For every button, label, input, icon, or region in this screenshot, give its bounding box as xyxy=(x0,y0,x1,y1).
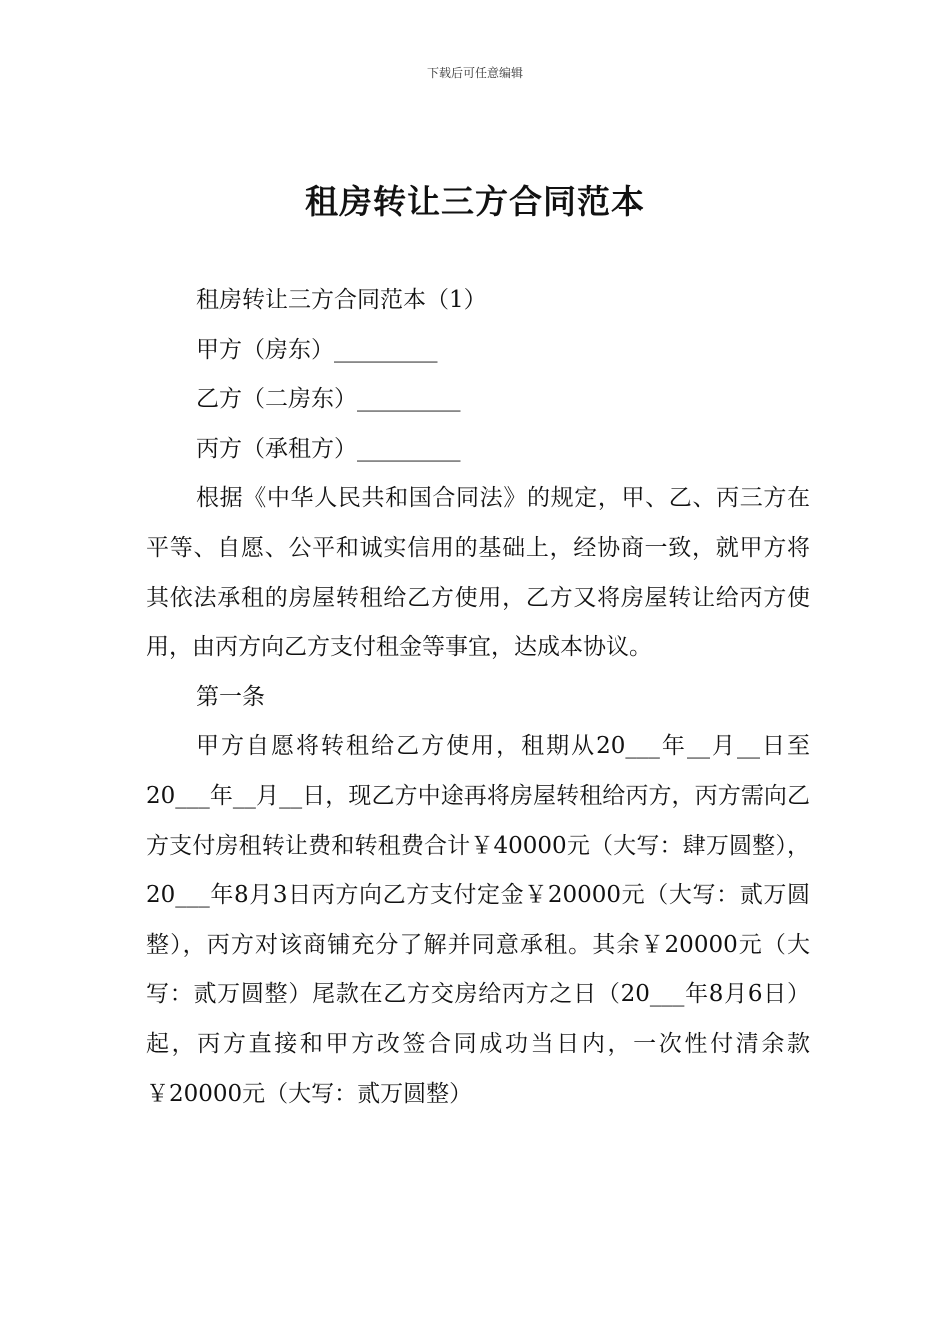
page-header-note: 下载后可任意编辑 xyxy=(426,66,523,80)
party-a-line: 甲方（房东）_________ xyxy=(196,336,438,363)
party-b-line: 乙方（二房东）_________ xyxy=(196,386,461,413)
document-body xyxy=(146,276,810,1119)
article-1-heading: 第一条 xyxy=(196,683,265,710)
contract-subtitle: 租房转让三方合同范本（1） xyxy=(196,287,487,313)
preamble-paragraph: 根据《中华人民共和国合同法》的规定，甲、乙、丙三方在平等、自愿、公平和诚实信用的基础上，经协商一致，就甲方将其依法承租的房屋转租给乙方使用，乙方又将房屋转让给丙方使用，由丙方向乙方支付租金等事宜，达成本协议。 xyxy=(146,485,810,661)
document-title: 租房转让三方合同范本 xyxy=(305,182,645,221)
article-1-paragraph: 甲方自愿将转租给乙方使用，租期从20___年__月__日至20___年__月__日，现乙方中途再将房屋转租给丙方，丙方需向乙方支付房租转让费和转租费合计￥40000元（大写：肆万圆整），20___年8月3日丙方向乙方支付定金￥20000元（大写：贰万圆整），丙方对该商铺充分了解并同意承租。其余￥20000元（大写：贰万圆整）尾款在乙方交房给丙方之日（20___年8月6日）起，丙方直接和甲方改签合同成功当日内，一次性付清余款￥20000元（大写：贰万圆整） xyxy=(146,733,810,1107)
party-c-line: 丙方（承租方）_________ xyxy=(196,435,461,462)
